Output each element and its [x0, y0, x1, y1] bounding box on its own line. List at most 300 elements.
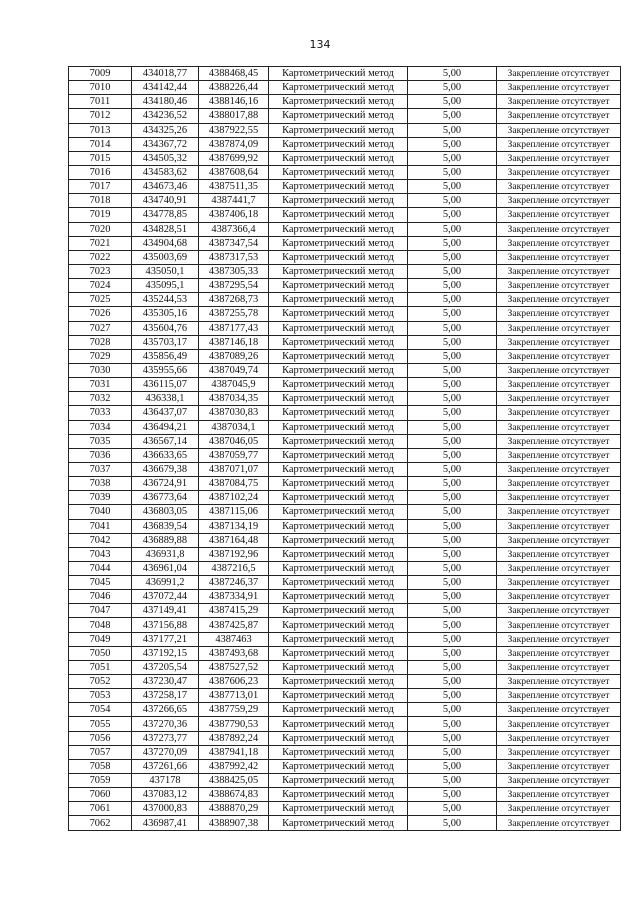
x-coordinate-cell: 434904,68 — [132, 236, 199, 250]
accuracy-cell: 5,00 — [408, 95, 497, 109]
y-coordinate-cell: 4387268,73 — [199, 293, 269, 307]
table-row — [69, 802, 621, 816]
method-cell: Картометрический метод — [269, 533, 408, 547]
x-coordinate-cell: 436991,2 — [132, 576, 199, 590]
table-row — [69, 109, 621, 123]
point-number-cell: 7051 — [69, 660, 132, 674]
fixing-status-cell: Закрепление отсутствует — [497, 519, 621, 533]
accuracy-cell: 5,00 — [408, 109, 497, 123]
x-coordinate-cell: 434673,46 — [132, 180, 199, 194]
accuracy-cell: 5,00 — [408, 151, 497, 165]
accuracy-cell: 5,00 — [408, 123, 497, 137]
y-coordinate-cell: 4387089,26 — [199, 349, 269, 363]
x-coordinate-cell: 434018,77 — [132, 67, 199, 81]
y-coordinate-cell: 4387034,35 — [199, 392, 269, 406]
accuracy-cell: 5,00 — [408, 434, 497, 448]
y-coordinate-cell: 4387102,24 — [199, 491, 269, 505]
y-coordinate-cell: 4388870,29 — [199, 802, 269, 816]
x-coordinate-cell: 436987,41 — [132, 816, 199, 830]
y-coordinate-cell: 4387071,07 — [199, 462, 269, 476]
fixing-status-cell: Закрепление отсутствует — [497, 675, 621, 689]
table-row — [69, 363, 621, 377]
table-row — [69, 123, 621, 137]
table-row — [69, 293, 621, 307]
accuracy-cell: 5,00 — [408, 561, 497, 575]
point-number-cell: 7018 — [69, 194, 132, 208]
table-row — [69, 208, 621, 222]
method-cell: Картометрический метод — [269, 392, 408, 406]
table-row — [69, 717, 621, 731]
fixing-status-cell: Закрепление отсутствует — [497, 745, 621, 759]
method-cell: Картометрический метод — [269, 95, 408, 109]
accuracy-cell: 5,00 — [408, 222, 497, 236]
method-cell: Картометрический метод — [269, 816, 408, 830]
fixing-status-cell: Закрепление отсутствует — [497, 264, 621, 278]
fixing-status-cell: Закрепление отсутствует — [497, 816, 621, 830]
y-coordinate-cell: 4387216,5 — [199, 561, 269, 575]
table-row — [69, 590, 621, 604]
accuracy-cell: 5,00 — [408, 590, 497, 604]
fixing-status-cell: Закрепление отсутствует — [497, 576, 621, 590]
point-number-cell: 7026 — [69, 307, 132, 321]
method-cell: Картометрический метод — [269, 434, 408, 448]
accuracy-cell: 5,00 — [408, 264, 497, 278]
fixing-status-cell: Закрепление отсутствует — [497, 67, 621, 81]
fixing-status-cell: Закрепление отсутствует — [497, 434, 621, 448]
fixing-status-cell: Закрепление отсутствует — [497, 717, 621, 731]
table-row — [69, 533, 621, 547]
accuracy-cell: 5,00 — [408, 194, 497, 208]
point-number-cell: 7053 — [69, 689, 132, 703]
point-number-cell: 7046 — [69, 590, 132, 604]
fixing-status-cell: Закрепление отсутствует — [497, 321, 621, 335]
x-coordinate-cell: 434778,85 — [132, 208, 199, 222]
x-coordinate-cell: 436724,91 — [132, 477, 199, 491]
fixing-status-cell: Закрепление отсутствует — [497, 194, 621, 208]
y-coordinate-cell: 4387034,1 — [199, 420, 269, 434]
accuracy-cell: 5,00 — [408, 802, 497, 816]
x-coordinate-cell: 436839,54 — [132, 519, 199, 533]
accuracy-cell: 5,00 — [408, 208, 497, 222]
table-row — [69, 321, 621, 335]
point-number-cell: 7014 — [69, 137, 132, 151]
table-row — [69, 165, 621, 179]
method-cell: Картометрический метод — [269, 406, 408, 420]
method-cell: Картометрический метод — [269, 759, 408, 773]
x-coordinate-cell: 437083,12 — [132, 788, 199, 802]
accuracy-cell: 5,00 — [408, 378, 497, 392]
table-row — [69, 660, 621, 674]
table-row — [69, 576, 621, 590]
accuracy-cell: 5,00 — [408, 533, 497, 547]
x-coordinate-cell: 434583,62 — [132, 165, 199, 179]
y-coordinate-cell: 4387608,64 — [199, 165, 269, 179]
x-coordinate-cell: 437156,88 — [132, 618, 199, 632]
table-row — [69, 406, 621, 420]
table-row — [69, 604, 621, 618]
method-cell: Картометрический метод — [269, 547, 408, 561]
table-row — [69, 774, 621, 788]
point-number-cell: 7039 — [69, 491, 132, 505]
accuracy-cell: 5,00 — [408, 675, 497, 689]
table-row — [69, 279, 621, 293]
fixing-status-cell: Закрепление отсутствует — [497, 151, 621, 165]
y-coordinate-cell: 4387606,23 — [199, 675, 269, 689]
fixing-status-cell: Закрепление отсутствует — [497, 618, 621, 632]
point-number-cell: 7040 — [69, 505, 132, 519]
table-row — [69, 151, 621, 165]
method-cell: Картометрический метод — [269, 208, 408, 222]
x-coordinate-cell: 436931,8 — [132, 547, 199, 561]
fixing-status-cell: Закрепление отсутствует — [497, 279, 621, 293]
accuracy-cell: 5,00 — [408, 717, 497, 731]
x-coordinate-cell: 435703,17 — [132, 335, 199, 349]
method-cell: Картометрический метод — [269, 420, 408, 434]
fixing-status-cell: Закрепление отсутствует — [497, 462, 621, 476]
point-number-cell: 7045 — [69, 576, 132, 590]
fixing-status-cell: Закрепление отсутствует — [497, 335, 621, 349]
fixing-status-cell: Закрепление отсутствует — [497, 293, 621, 307]
fixing-status-cell: Закрепление отсутствует — [497, 547, 621, 561]
y-coordinate-cell: 4387366,4 — [199, 222, 269, 236]
method-cell: Картометрический метод — [269, 448, 408, 462]
y-coordinate-cell: 4387049,74 — [199, 363, 269, 377]
table-row — [69, 420, 621, 434]
accuracy-cell: 5,00 — [408, 660, 497, 674]
accuracy-cell: 5,00 — [408, 788, 497, 802]
y-coordinate-cell: 4387699,92 — [199, 151, 269, 165]
method-cell: Картометрический метод — [269, 576, 408, 590]
point-number-cell: 7049 — [69, 632, 132, 646]
method-cell: Картометрический метод — [269, 250, 408, 264]
x-coordinate-cell: 437258,17 — [132, 689, 199, 703]
table-row — [69, 434, 621, 448]
point-number-cell: 7034 — [69, 420, 132, 434]
method-cell: Картометрический метод — [269, 151, 408, 165]
y-coordinate-cell: 4388146,16 — [199, 95, 269, 109]
y-coordinate-cell: 4387046,05 — [199, 434, 269, 448]
method-cell: Картометрический метод — [269, 660, 408, 674]
accuracy-cell: 5,00 — [408, 745, 497, 759]
method-cell: Картометрический метод — [269, 123, 408, 137]
y-coordinate-cell: 4388468,45 — [199, 67, 269, 81]
y-coordinate-cell: 4387527,52 — [199, 660, 269, 674]
method-cell: Картометрический метод — [269, 264, 408, 278]
x-coordinate-cell: 435604,76 — [132, 321, 199, 335]
point-number-cell: 7032 — [69, 392, 132, 406]
x-coordinate-cell: 436494,21 — [132, 420, 199, 434]
point-number-cell: 7056 — [69, 731, 132, 745]
fixing-status-cell: Закрепление отсутствует — [497, 759, 621, 773]
point-number-cell: 7017 — [69, 180, 132, 194]
point-number-cell: 7042 — [69, 533, 132, 547]
fixing-status-cell: Закрепление отсутствует — [497, 109, 621, 123]
x-coordinate-cell: 437178 — [132, 774, 199, 788]
y-coordinate-cell: 4388425,05 — [199, 774, 269, 788]
y-coordinate-cell: 4387463 — [199, 632, 269, 646]
y-coordinate-cell: 4388017,88 — [199, 109, 269, 123]
y-coordinate-cell: 4387164,48 — [199, 533, 269, 547]
fixing-status-cell: Закрепление отсутствует — [497, 802, 621, 816]
x-coordinate-cell: 434325,26 — [132, 123, 199, 137]
fixing-status-cell: Закрепление отсутствует — [497, 420, 621, 434]
fixing-status-cell: Закрепление отсутствует — [497, 660, 621, 674]
point-number-cell: 7057 — [69, 745, 132, 759]
y-coordinate-cell: 4387347,54 — [199, 236, 269, 250]
point-number-cell: 7037 — [69, 462, 132, 476]
y-coordinate-cell: 4388226,44 — [199, 81, 269, 95]
y-coordinate-cell: 4387441,7 — [199, 194, 269, 208]
y-coordinate-cell: 4388907,38 — [199, 816, 269, 830]
point-number-cell: 7030 — [69, 363, 132, 377]
point-number-cell: 7027 — [69, 321, 132, 335]
point-number-cell: 7043 — [69, 547, 132, 561]
method-cell: Картометрический метод — [269, 109, 408, 123]
point-number-cell: 7062 — [69, 816, 132, 830]
point-number-cell: 7038 — [69, 477, 132, 491]
x-coordinate-cell: 437149,41 — [132, 604, 199, 618]
accuracy-cell: 5,00 — [408, 180, 497, 194]
y-coordinate-cell: 4387192,96 — [199, 547, 269, 561]
accuracy-cell: 5,00 — [408, 576, 497, 590]
accuracy-cell: 5,00 — [408, 349, 497, 363]
method-cell: Картометрический метод — [269, 180, 408, 194]
x-coordinate-cell: 436961,04 — [132, 561, 199, 575]
accuracy-cell: 5,00 — [408, 307, 497, 321]
table-row — [69, 448, 621, 462]
table-row — [69, 307, 621, 321]
point-number-cell: 7050 — [69, 646, 132, 660]
method-cell: Картометрический метод — [269, 137, 408, 151]
x-coordinate-cell: 434505,32 — [132, 151, 199, 165]
accuracy-cell: 5,00 — [408, 363, 497, 377]
fixing-status-cell: Закрепление отсутствует — [497, 604, 621, 618]
accuracy-cell: 5,00 — [408, 335, 497, 349]
y-coordinate-cell: 4387493,68 — [199, 646, 269, 660]
method-cell: Картометрический метод — [269, 802, 408, 816]
fixing-status-cell: Закрепление отсутствует — [497, 363, 621, 377]
y-coordinate-cell: 4387922,55 — [199, 123, 269, 137]
page-number: 134 — [309, 38, 331, 51]
table-row — [69, 632, 621, 646]
method-cell: Картометрический метод — [269, 477, 408, 491]
method-cell: Картометрический метод — [269, 363, 408, 377]
fixing-status-cell: Закрепление отсутствует — [497, 590, 621, 604]
fixing-status-cell: Закрепление отсутствует — [497, 689, 621, 703]
x-coordinate-cell: 435305,16 — [132, 307, 199, 321]
y-coordinate-cell: 4387759,29 — [199, 703, 269, 717]
fixing-status-cell: Закрепление отсутствует — [497, 731, 621, 745]
accuracy-cell: 5,00 — [408, 774, 497, 788]
y-coordinate-cell: 4387045,9 — [199, 378, 269, 392]
method-cell: Картометрический метод — [269, 632, 408, 646]
x-coordinate-cell: 436889,88 — [132, 533, 199, 547]
point-number-cell: 7058 — [69, 759, 132, 773]
x-coordinate-cell: 435856,49 — [132, 349, 199, 363]
fixing-status-cell: Закрепление отсутствует — [497, 477, 621, 491]
accuracy-cell: 5,00 — [408, 477, 497, 491]
accuracy-cell: 5,00 — [408, 519, 497, 533]
table-row — [69, 180, 621, 194]
method-cell: Картометрический метод — [269, 349, 408, 363]
point-number-cell: 7055 — [69, 717, 132, 731]
point-number-cell: 7010 — [69, 81, 132, 95]
table-row — [69, 335, 621, 349]
x-coordinate-cell: 435095,1 — [132, 279, 199, 293]
point-number-cell: 7009 — [69, 67, 132, 81]
y-coordinate-cell: 4388674,83 — [199, 788, 269, 802]
method-cell: Картометрический метод — [269, 703, 408, 717]
table-row — [69, 816, 621, 830]
point-number-cell: 7029 — [69, 349, 132, 363]
x-coordinate-cell: 436567,14 — [132, 434, 199, 448]
y-coordinate-cell: 4387713,01 — [199, 689, 269, 703]
point-number-cell: 7054 — [69, 703, 132, 717]
accuracy-cell: 5,00 — [408, 462, 497, 476]
fixing-status-cell: Закрепление отсутствует — [497, 448, 621, 462]
table-row — [69, 95, 621, 109]
method-cell: Картометрический метод — [269, 561, 408, 575]
table-row — [69, 222, 621, 236]
fixing-status-cell: Закрепление отсутствует — [497, 392, 621, 406]
table-row — [69, 462, 621, 476]
method-cell: Картометрический метод — [269, 675, 408, 689]
method-cell: Картометрический метод — [269, 774, 408, 788]
y-coordinate-cell: 4387425,87 — [199, 618, 269, 632]
y-coordinate-cell: 4387941,18 — [199, 745, 269, 759]
x-coordinate-cell: 434142,44 — [132, 81, 199, 95]
x-coordinate-cell: 436115,07 — [132, 378, 199, 392]
point-number-cell: 7023 — [69, 264, 132, 278]
accuracy-cell: 5,00 — [408, 759, 497, 773]
y-coordinate-cell: 4387059,77 — [199, 448, 269, 462]
point-number-cell: 7035 — [69, 434, 132, 448]
method-cell: Картометрический метод — [269, 462, 408, 476]
accuracy-cell: 5,00 — [408, 165, 497, 179]
y-coordinate-cell: 4387415,29 — [199, 604, 269, 618]
method-cell: Картометрический метод — [269, 788, 408, 802]
method-cell: Картометрический метод — [269, 491, 408, 505]
table-row — [69, 788, 621, 802]
accuracy-cell: 5,00 — [408, 703, 497, 717]
fixing-status-cell: Закрепление отсутствует — [497, 123, 621, 137]
x-coordinate-cell: 436803,05 — [132, 505, 199, 519]
fixing-status-cell: Закрепление отсутствует — [497, 208, 621, 222]
accuracy-cell: 5,00 — [408, 392, 497, 406]
accuracy-cell: 5,00 — [408, 816, 497, 830]
fixing-status-cell: Закрепление отсутствует — [497, 561, 621, 575]
method-cell: Картометрический метод — [269, 236, 408, 250]
x-coordinate-cell: 437177,21 — [132, 632, 199, 646]
table-row — [69, 505, 621, 519]
method-cell: Картометрический метод — [269, 67, 408, 81]
x-coordinate-cell: 437273,77 — [132, 731, 199, 745]
accuracy-cell: 5,00 — [408, 604, 497, 618]
y-coordinate-cell: 4387146,18 — [199, 335, 269, 349]
y-coordinate-cell: 4387892,24 — [199, 731, 269, 745]
accuracy-cell: 5,00 — [408, 406, 497, 420]
fixing-status-cell: Закрепление отсутствует — [497, 236, 621, 250]
accuracy-cell: 5,00 — [408, 618, 497, 632]
table-row — [69, 561, 621, 575]
accuracy-cell: 5,00 — [408, 505, 497, 519]
fixing-status-cell: Закрепление отсутствует — [497, 165, 621, 179]
table-row — [69, 392, 621, 406]
x-coordinate-cell: 434740,91 — [132, 194, 199, 208]
y-coordinate-cell: 4387992,42 — [199, 759, 269, 773]
point-number-cell: 7024 — [69, 279, 132, 293]
point-number-cell: 7016 — [69, 165, 132, 179]
point-number-cell: 7022 — [69, 250, 132, 264]
x-coordinate-cell: 437261,66 — [132, 759, 199, 773]
point-number-cell: 7015 — [69, 151, 132, 165]
point-number-cell: 7061 — [69, 802, 132, 816]
fixing-status-cell: Закрепление отсутствует — [497, 250, 621, 264]
point-number-cell: 7044 — [69, 561, 132, 575]
x-coordinate-cell: 437230,47 — [132, 675, 199, 689]
table-row — [69, 264, 621, 278]
method-cell: Картометрический метод — [269, 279, 408, 293]
accuracy-cell: 5,00 — [408, 67, 497, 81]
method-cell: Картометрический метод — [269, 307, 408, 321]
table-row — [69, 137, 621, 151]
coordinates-table — [68, 66, 621, 831]
point-number-cell: 7033 — [69, 406, 132, 420]
x-coordinate-cell: 437270,36 — [132, 717, 199, 731]
method-cell: Картометрический метод — [269, 590, 408, 604]
x-coordinate-cell: 436437,07 — [132, 406, 199, 420]
table-row — [69, 81, 621, 95]
table-row — [69, 759, 621, 773]
y-coordinate-cell: 4387295,54 — [199, 279, 269, 293]
fixing-status-cell: Закрепление отсутствует — [497, 505, 621, 519]
x-coordinate-cell: 435003,69 — [132, 250, 199, 264]
table-row — [69, 675, 621, 689]
y-coordinate-cell: 4387177,43 — [199, 321, 269, 335]
point-number-cell: 7020 — [69, 222, 132, 236]
y-coordinate-cell: 4387246,37 — [199, 576, 269, 590]
fixing-status-cell: Закрепление отсутствует — [497, 533, 621, 547]
x-coordinate-cell: 437266,65 — [132, 703, 199, 717]
accuracy-cell: 5,00 — [408, 279, 497, 293]
fixing-status-cell: Закрепление отсутствует — [497, 349, 621, 363]
y-coordinate-cell: 4387874,09 — [199, 137, 269, 151]
fixing-status-cell: Закрепление отсутствует — [497, 378, 621, 392]
method-cell: Картометрический метод — [269, 717, 408, 731]
accuracy-cell: 5,00 — [408, 81, 497, 95]
point-number-cell: 7048 — [69, 618, 132, 632]
fixing-status-cell: Закрепление отсутствует — [497, 222, 621, 236]
y-coordinate-cell: 4387115,06 — [199, 505, 269, 519]
method-cell: Картометрический метод — [269, 321, 408, 335]
x-coordinate-cell: 434828,51 — [132, 222, 199, 236]
method-cell: Картометрический метод — [269, 604, 408, 618]
table-row — [69, 703, 621, 717]
y-coordinate-cell: 4387317,53 — [199, 250, 269, 264]
fixing-status-cell: Закрепление отсутствует — [497, 703, 621, 717]
table-body — [69, 67, 621, 831]
point-number-cell: 7028 — [69, 335, 132, 349]
table-row — [69, 236, 621, 250]
x-coordinate-cell: 437072,44 — [132, 590, 199, 604]
method-cell: Картометрический метод — [269, 745, 408, 759]
x-coordinate-cell: 434180,46 — [132, 95, 199, 109]
table-row — [69, 477, 621, 491]
fixing-status-cell: Закрепление отсутствует — [497, 137, 621, 151]
point-number-cell: 7019 — [69, 208, 132, 222]
point-number-cell: 7060 — [69, 788, 132, 802]
accuracy-cell: 5,00 — [408, 137, 497, 151]
